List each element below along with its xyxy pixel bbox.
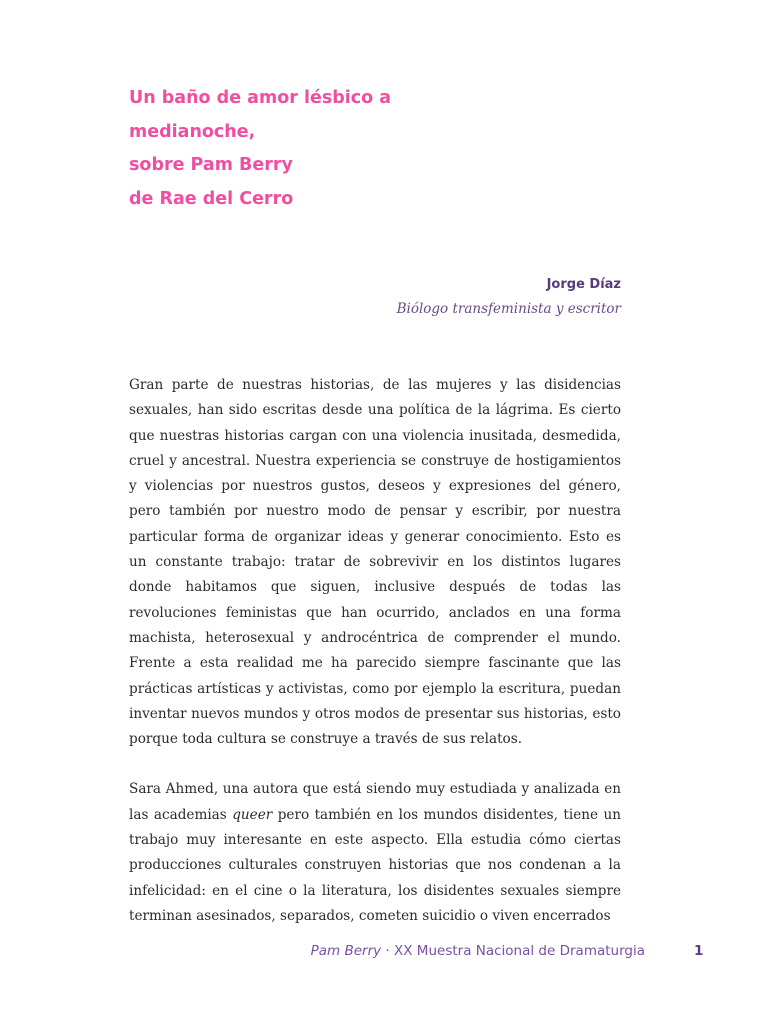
paragraph-2-italic: queer [232,806,273,823]
page-number: 1 [694,943,704,959]
paragraph-2-end: pero también en los mundos disidentes, tiene un trabajo muy interesante en este aspecto. Ella estudia cómo ciertas producciones culturales construyen historias que nos condenan a la infelicidad: en el cine o la literatura, los disidentes sexuales siempre terminan asesinados, separados, cometen suicidio o viven encerrados [129,806,621,924]
footer-event-name: XX Muestra Nacional de Dramaturgia [394,943,645,959]
paragraph-2 [129,777,621,929]
footer-separator: · [381,943,395,959]
title-line-4: de Rae del Cerro [129,188,294,209]
author-name: Jorge Díaz [546,277,621,292]
title-line-2: medianoche, [129,121,256,142]
article-title [129,82,549,216]
page-footer [311,941,645,961]
article-body [129,373,621,954]
author-role: Biólogo transfeminista y escritor [396,301,621,317]
paragraph-1: Gran parte de nuestras historias, de las mujeres y las disidencias sexuales, han sido escritas desde una política de la lágrima. Es cierto que nuestras historias cargan con una violencia inusitada, desmedida, cruel y ancestral. Nuestra experiencia se construye de hostigamientos y violencias por nuestros gustos, deseos y expresiones del género, pero también por nuestro modo de pensar y escribir, por nuestra particular forma de organizar ideas y generar conocimiento. Esto es un constante trabajo: tratar de sobrevivir en los distintos lugares donde habitamos que siguen, inclusive después de todas las revoluciones feministas que han ocurrido, anclados en una forma machista, heterosexual y androcéntrica de comprender el mundo. Frente a esta realidad me ha parecido siempre fascinante que las prácticas artísticas y activistas, como por ejemplo la escritura, puedan inventar nuevos mundos y otros modos de presentar sus historias, esto porque toda cultura se construye a través de sus relatos. [129,377,621,748]
author-block [221,275,621,319]
footer-play-title: Pam Berry [310,943,382,959]
paragraph-2-start: Sara Ahmed, una autora que está siendo muy estudiada y analizada en las academias [129,781,621,823]
title-line-1: Un baño de amor lésbico a [129,88,392,108]
title-line-3: sobre Pam Berry [129,155,293,175]
